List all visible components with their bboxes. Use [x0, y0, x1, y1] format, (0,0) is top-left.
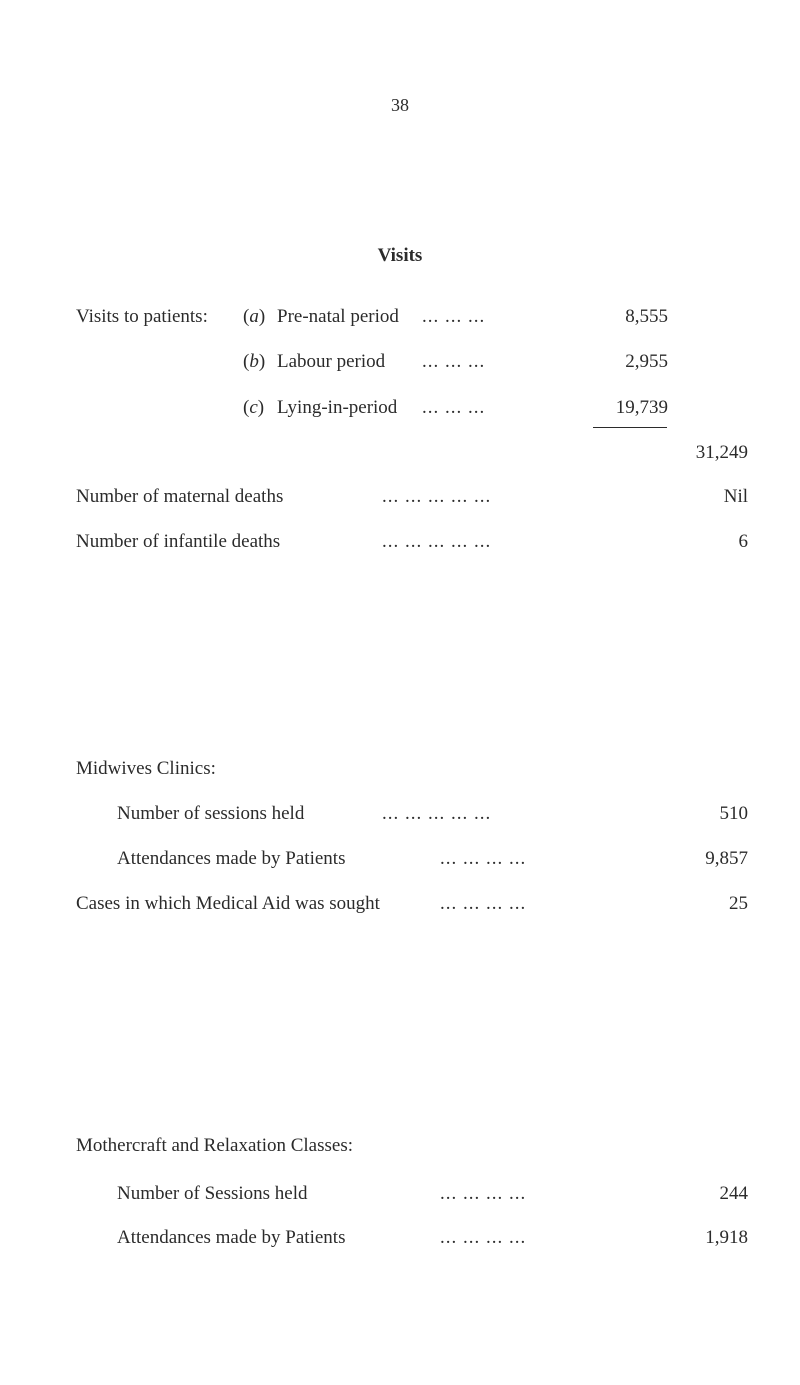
- sessions-held-value: 510: [719, 803, 748, 824]
- dot-leader: ... ... ... ...: [440, 1227, 527, 1248]
- visits-lead: Visits to patients:: [76, 306, 208, 327]
- attendances-value: 9,857: [705, 848, 748, 869]
- sessions-held-label: Number of sessions held: [117, 803, 305, 824]
- dot-leader: ... ... ... ... ...: [382, 803, 492, 824]
- mothercraft-attendances-value: 1,918: [705, 1227, 748, 1248]
- mothercraft-title: Mothercraft and Relaxation Classes:: [76, 1135, 354, 1156]
- visits-total: 31,249: [695, 442, 748, 463]
- maternal-deaths-value: Nil: [723, 486, 748, 507]
- visit-item-label: Pre-natal period: [277, 306, 399, 327]
- dot-leader: ... ... ... ...: [440, 893, 527, 914]
- infantile-deaths-value: 6: [738, 531, 748, 552]
- visit-item-label: Lying-in-period: [277, 397, 398, 418]
- subtotal-rule: [593, 427, 667, 428]
- maternal-deaths-label: Number of maternal deaths: [76, 486, 284, 507]
- infantile-deaths-label: Number of infantile deaths: [76, 531, 281, 552]
- dot-leader: ... ... ... ...: [440, 1183, 527, 1204]
- dot-leader: ... ... ...: [422, 351, 486, 372]
- visit-item-letter-b: (b): [243, 351, 266, 372]
- visit-item-value: 8,555: [625, 306, 668, 327]
- dot-leader: ... ... ...: [422, 306, 486, 327]
- visit-item-letter-c: (c): [243, 397, 265, 418]
- visit-item-letter-a: (a): [243, 306, 266, 327]
- visit-item-value: 2,955: [625, 351, 668, 372]
- medical-aid-value: 25: [729, 893, 748, 914]
- visit-item-value: 19,739: [615, 397, 668, 418]
- page-number: 38: [391, 95, 409, 115]
- mothercraft-attendances-label: Attendances made by Patients: [117, 1227, 346, 1248]
- medical-aid-label: Cases in which Medical Aid was sought: [76, 893, 380, 914]
- dot-leader: ... ... ... ...: [440, 848, 527, 869]
- attendances-label: Attendances made by Patients: [117, 848, 346, 869]
- dot-leader: ... ... ...: [422, 397, 486, 418]
- mothercraft-sessions-value: 244: [719, 1183, 748, 1204]
- dot-leader: ... ... ... ... ...: [382, 531, 492, 552]
- section-heading: Visits: [377, 245, 423, 266]
- visit-item-label: Labour period: [277, 351, 386, 372]
- midwives-clinics-title: Midwives Clinics:: [76, 758, 216, 779]
- mothercraft-sessions-label: Number of Sessions held: [117, 1183, 308, 1204]
- dot-leader: ... ... ... ... ...: [382, 486, 492, 507]
